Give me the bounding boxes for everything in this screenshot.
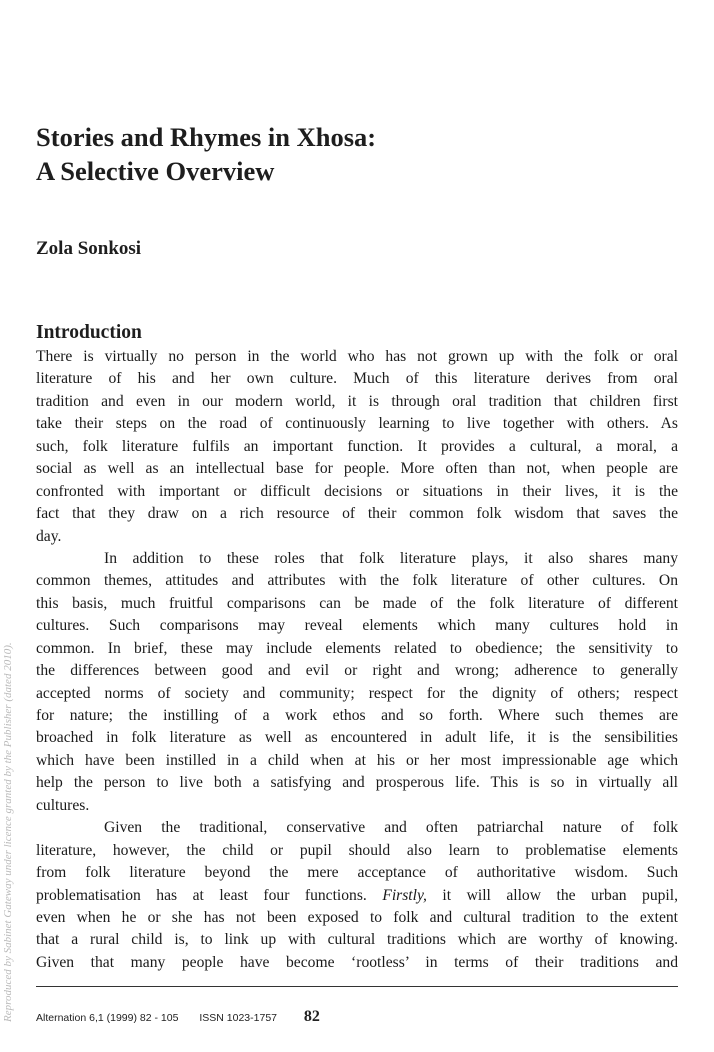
text-line: accepted norms of society and community; respect for the dignity of others; respect [36,684,678,702]
text-line: from folk literature beyond the mere acceptance of authoritative wisdom. Such [36,864,678,882]
text-line: There is virtually no person in the world who has not grown up with the folk or oral [36,348,678,365]
text-line: social as well as an intellectual base for people. More often than not, when people are [36,460,678,478]
text-line: that a rural child is, to link up with cultural traditions which are worthy of knowing. [36,931,678,949]
text-line: cultures. Such comparisons may reveal elements which many cultures hold in [36,617,678,635]
footer-rule [36,986,678,987]
body-text [36,346,678,974]
page-footer [36,1008,320,1026]
text-line: literature, however, the child or pupil should also learn to problematise elements [36,841,678,859]
text-line: literature of his and her own culture. Much of this literature derives from oral [36,370,678,388]
text-line: broached in folk literature as well as encountered in adult life, it is the sensibilities [36,729,678,747]
text-line: such, folk literature fulfils an important function. It provides a cultural, a moral, a [36,437,678,455]
journal-citation: Alternation 6,1 (1999) 82 - 105 [36,1012,179,1024]
text-line: day. [36,527,62,545]
issn: ISSN 1023-1757 [199,1012,277,1024]
article-title [36,120,676,188]
text-line: for nature; the instilling of a work ethos and so forth. Where such themes are [36,707,678,724]
text-line: which have been instilled in a child when at his or her most impressionable age which [36,751,678,769]
text-line: this basis, much fruitful comparisons can be made of the folk literature of different [36,594,678,612]
text-line: help the person to live both a satisfying and prosperous life. This is so in virtually all [36,774,678,792]
paragraph [36,346,678,548]
text-line: take their steps on the road of continuously learning to live together with others. As [36,415,678,433]
text-line: common themes, attitudes and attributes with the folk literature of other cultures. On [36,572,678,590]
text-line: problematisation has at least four functions. Firstly, it will allow the urban pupil, [36,886,678,904]
text-line: tradition and even in our modern world, it is through oral tradition that children first [36,392,678,410]
title-line-1: Stories and Rhymes in Xhosa: [36,122,377,152]
text-line: fact that they draw on a rich resource of their common folk wisdom that saves the [36,505,678,523]
text-line: cultures. [36,796,90,814]
text-line: even when he or she has not been exposed to folk and cultural tradition to the extent [36,908,678,926]
paragraph [36,817,678,974]
author-name: Zola Sonkosi [36,238,142,259]
title-line-2: A Selective Overview [36,156,275,186]
section-heading: Introduction [36,322,142,343]
text-line: Given that many people have become ‘rootless’ in terms of their traditions and [36,953,678,971]
watermark-text: Reproduced by Sabinet Gateway under licence granted by the Publisher (dated 2010). [2,642,14,1022]
paragraph [36,548,678,817]
text-line: In addition to these roles that folk literature plays, it also shares many [104,549,678,567]
text-line: Given the traditional, conservative and often patriarchal nature of folk [104,819,678,837]
text-line: common. In brief, these may include elements related to obedience; the sensitivity to [36,639,678,657]
text-line: confronted with important or difficult decisions or situations in their lives, it is the [36,482,678,500]
page-number: 82 [303,1008,320,1025]
text-line: the differences between good and evil or right and wrong; adherence to generally [36,662,678,680]
